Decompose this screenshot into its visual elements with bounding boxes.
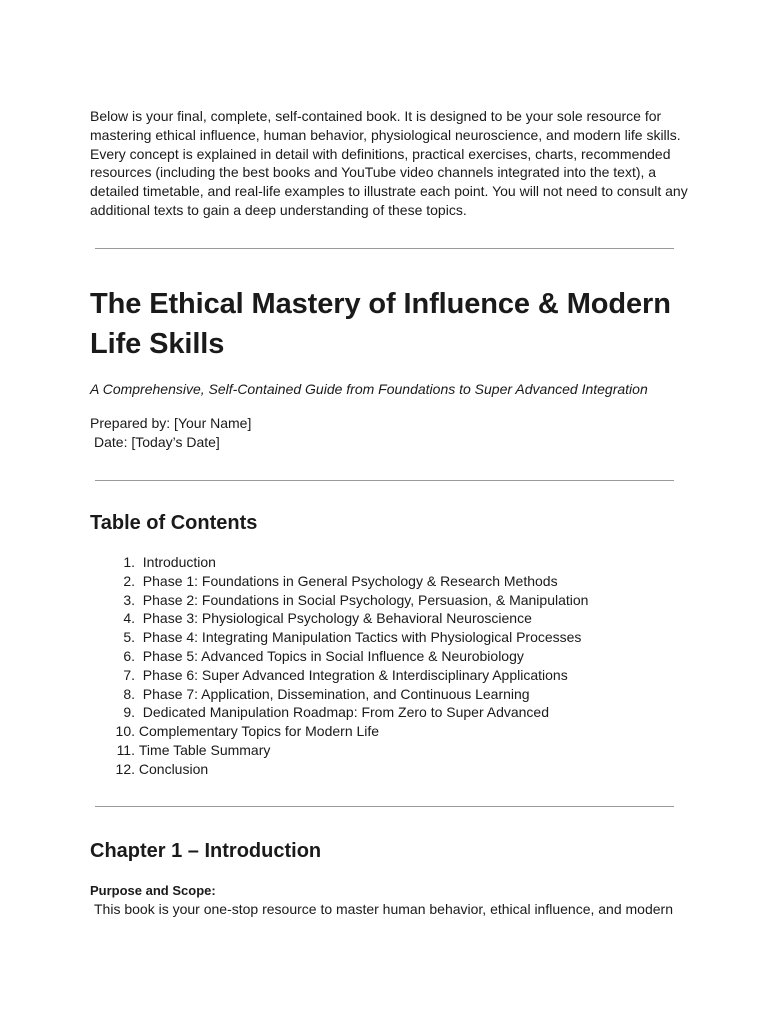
toc-item-text: Time Table Summary (138, 741, 271, 758)
toc-item (90, 553, 690, 572)
toc-item (90, 572, 690, 591)
toc-item-text: Phase 7: Application, Dissemination, and Continuous Learning (142, 685, 530, 702)
toc-item-number: 1. (123, 554, 135, 570)
toc-item-label (135, 572, 558, 591)
toc-item (90, 666, 690, 685)
date-line: Date: [Today’s Date] (94, 434, 220, 450)
toc-item-label (135, 591, 588, 610)
toc-item-label (135, 741, 270, 760)
toc-item-text: Conclusion (138, 760, 209, 777)
toc-item-text: Phase 3: Physiological Psychology & Behavioral Neuroscience (142, 610, 532, 627)
toc-item-number: 5. (123, 629, 135, 646)
toc-item-number: 10. (115, 723, 135, 740)
book-subtitle: A Comprehensive, Self-Contained Guide from Foundations to Super Advanced Integration (90, 381, 648, 397)
toc-item (90, 609, 690, 628)
toc-item (90, 722, 690, 741)
intro-paragraph: Below is your final, complete, self-contained book. It is designed to be your sole resource for mastering ethical influence, human behavior, physiological neuroscience, and modern life skills. Every concept is explained in detail with definitions, practical exercises, charts, recommended resources (including the best books and YouTube video channels integrated into the text), a detailed timetable, and real-life examples to illustrate each point. You will not need to consult any additional texts to gain a deep understanding of these topics. (90, 108, 688, 218)
toc-item-text: Introduction (142, 554, 216, 570)
toc-item-number: 6. (123, 647, 135, 664)
toc-item-label (135, 722, 379, 741)
toc-item-number: 12. (115, 760, 135, 777)
toc-item-label (135, 609, 532, 628)
toc-item-text: Dedicated Manipulation Roadmap: From Zero to Super Advanced (142, 704, 550, 721)
toc-item-label (135, 760, 208, 779)
toc-item-text: Phase 4: Integrating Manipulation Tactics with Physiological Processes (142, 629, 582, 646)
toc-heading: Table of Contents (90, 512, 258, 534)
horizontal-divider (95, 480, 674, 481)
toc-item-text: Phase 5: Advanced Topics in Social Influence & Neurobiology (142, 647, 524, 664)
horizontal-divider (95, 248, 674, 249)
chapter-heading: Chapter 1 – Introduction (90, 840, 322, 862)
toc-item-label (135, 685, 530, 704)
book-title: The Ethical Mastery of Influence & Modern Life Skills (90, 288, 671, 360)
toc-item-text: Phase 6: Super Advanced Integration & Interdisciplinary Applications (142, 666, 568, 683)
toc-item-text: Complementary Topics for Modern Life (138, 723, 380, 740)
toc-item (90, 703, 690, 722)
toc-item-text: Phase 2: Foundations in Social Psychology, Persuasion, & Manipulation (142, 591, 589, 608)
toc-item-number: 8. (123, 685, 135, 702)
toc-item (90, 591, 690, 610)
toc-item-number: 7. (123, 666, 135, 683)
horizontal-divider (95, 806, 674, 807)
toc-item (90, 628, 690, 647)
toc-item-label (135, 666, 568, 685)
toc-item-label (135, 647, 524, 666)
toc-item-label (135, 553, 216, 572)
toc-item-label (135, 703, 549, 722)
toc-item-number: 9. (123, 704, 135, 721)
toc-item-number: 4. (123, 610, 135, 627)
purpose-text: This book is your one-stop resource to master human behavior, ethical influence, and modern (94, 901, 673, 917)
toc-item-number: 2. (123, 572, 135, 589)
purpose-label: Purpose and Scope: (90, 883, 216, 898)
toc-item (90, 647, 690, 666)
toc-item (90, 685, 690, 704)
toc-item-number: 11. (116, 741, 135, 758)
toc-item (90, 760, 690, 779)
table-of-contents (90, 553, 690, 779)
toc-item-number: 3. (123, 591, 135, 608)
toc-item-label (135, 628, 581, 647)
toc-item-text: Phase 1: Foundations in General Psychology & Research Methods (142, 572, 558, 589)
toc-item (90, 741, 690, 760)
prepared-by: Prepared by: [Your Name] (90, 415, 252, 431)
